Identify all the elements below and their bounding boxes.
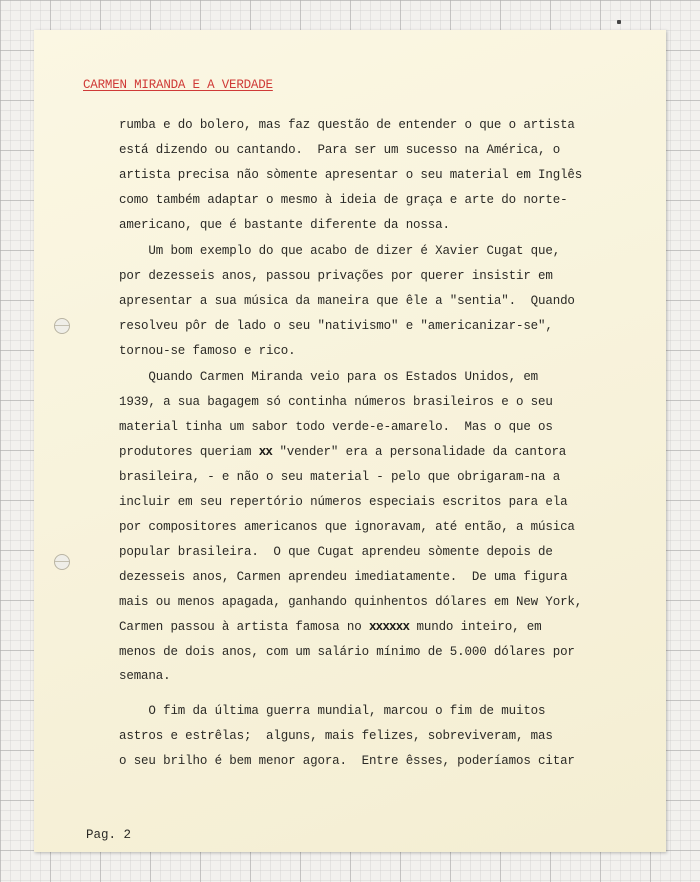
text-line: por dezesseis anos, passou privações por querer insistir em — [119, 269, 553, 283]
punch-hole-upper — [54, 318, 70, 334]
typed-strikeout: xxxxxx — [368, 620, 410, 634]
text-line: rumba e do bolero, mas faz questão de entender o que o artista — [119, 118, 575, 132]
text-line-with-strikeout — [119, 445, 566, 459]
text-line-with-strikeout — [119, 620, 542, 634]
text-line: o seu brilho é bem menor agora. Entre êsses, poderíamos citar — [119, 754, 575, 768]
text-line: apresentar a sua música da maneira que êle a "sentia". Quando — [119, 294, 575, 308]
text-line: americano, que é bastante diferente da nossa. — [119, 218, 450, 232]
document-title: CARMEN MIRANDA E A VERDADE — [83, 78, 273, 92]
typed-strikeout: xx — [258, 445, 273, 459]
text-line: brasileira, - e não o seu material - pelo que obrigaram-na a — [119, 470, 561, 484]
text-line: dezesseis anos, Carmen aprendeu imediatamente. De uma figura — [119, 570, 568, 584]
text-line: artista precisa não sòmente apresentar o seu material em Inglês — [119, 168, 583, 182]
text-line: O fim da última guerra mundial, marcou o fim de muitos — [119, 704, 546, 718]
text-line: mais ou menos apagada, ganhando quinhentos dólares em New York, — [119, 595, 583, 609]
text-line: 1939, a sua bagagem só continha números brasileiros e o seu — [119, 395, 553, 409]
text-fragment: produtores queriam — [119, 445, 259, 459]
text-line: tornou-se famoso e rico. — [119, 344, 296, 358]
text-line: como também adaptar o mesmo à ideia de graça e arte do norte- — [119, 193, 568, 207]
text-line: por compositores americanos que ignoravam, até então, a música — [119, 520, 575, 534]
text-line: Um bom exemplo do que acabo de dizer é Xavier Cugat que, — [119, 244, 561, 258]
punch-hole-lower — [54, 554, 70, 570]
corner-mark — [617, 20, 621, 24]
text-fragment: Carmen passou à artista famosa no — [119, 620, 369, 634]
text-line: menos de dois anos, com um salário mínimo de 5.000 dólares por — [119, 645, 575, 659]
text-line: astros e estrêlas; alguns, mais felizes, sobreviveram, mas — [119, 729, 553, 743]
text-line: está dizendo ou cantando. Para ser um sucesso na América, o — [119, 143, 561, 157]
text-line: Quando Carmen Miranda veio para os Estados Unidos, em — [119, 370, 539, 384]
text-fragment: mundo inteiro, em — [409, 620, 542, 634]
text-line: incluir em seu repertório números especiais escritos para ela — [119, 495, 568, 509]
text-line: popular brasileira. O que Cugat aprendeu sòmente depois de — [119, 545, 553, 559]
text-line: material tinha um sabor todo verde-e-amarelo. Mas o que os — [119, 420, 553, 434]
text-line: semana. — [119, 669, 171, 683]
text-fragment: "vender" era a personalidade da cantora — [272, 445, 567, 459]
page-number: Pag. 2 — [86, 828, 132, 842]
text-line: resolveu pôr de lado o seu "nativismo" e "americanizar-se", — [119, 319, 553, 333]
